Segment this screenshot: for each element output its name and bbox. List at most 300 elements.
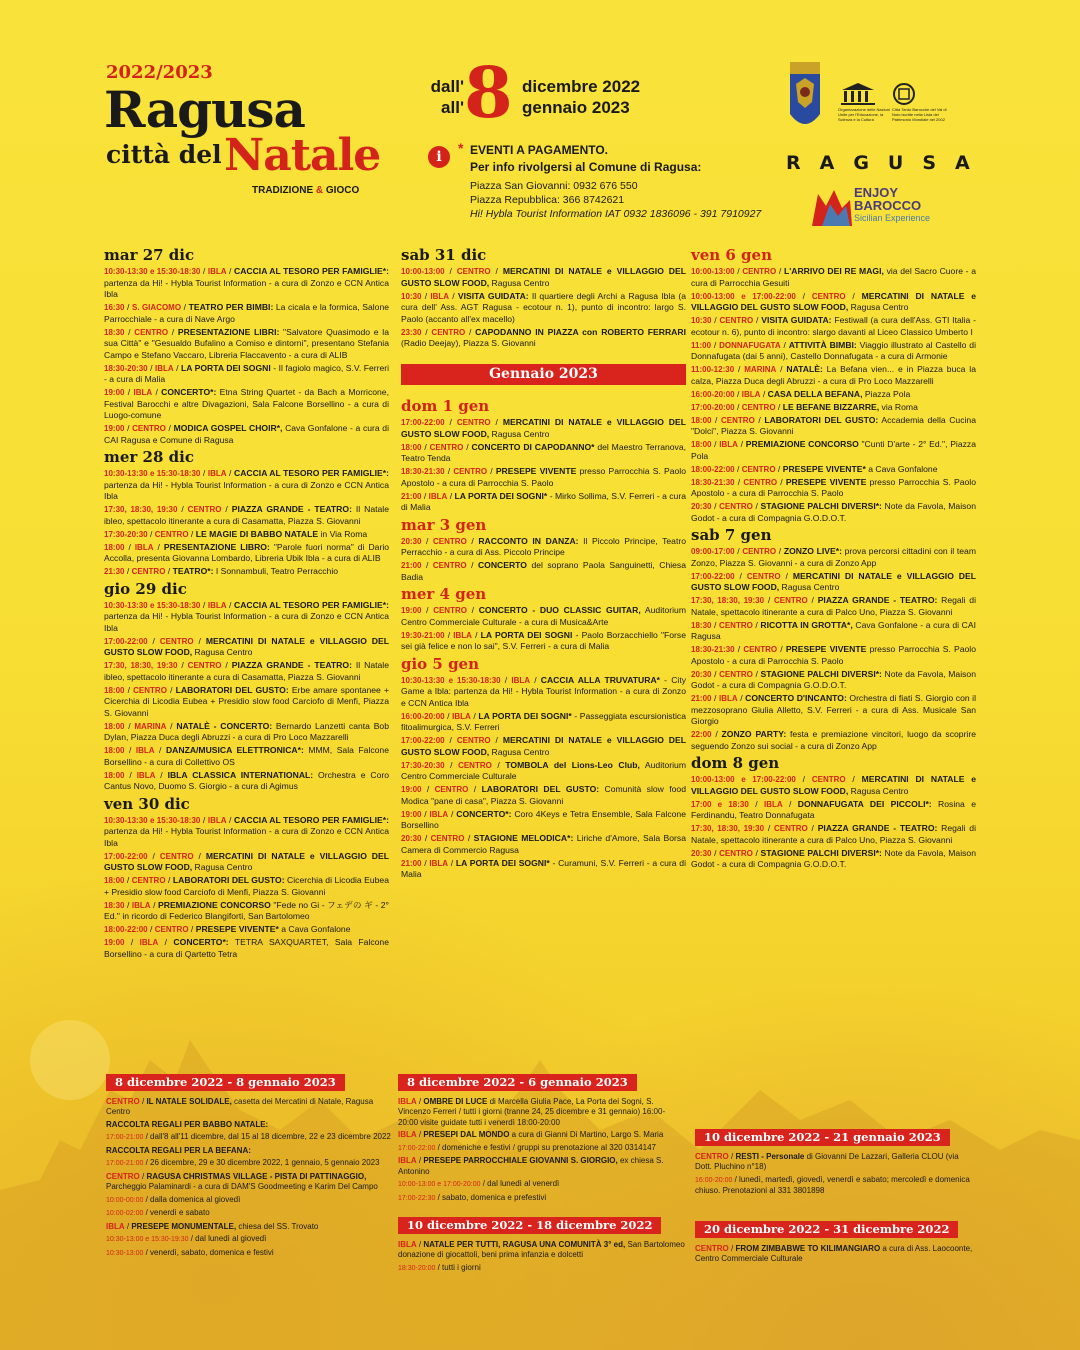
event-item: 16:00-20:00 / IBLA / LA PORTA DEI SOGNI* - Passeggiata escursionistica fitoalimurgica, S.V. Ferreri [401, 710, 686, 732]
line-details: / venerdì e sabato [143, 1208, 210, 1217]
day-heading: dom 1 gen [401, 397, 490, 415]
event-place: CENTRO [434, 785, 469, 794]
event-time: 22:00 [691, 730, 712, 739]
event-details: Auditorium Centro Commerciale Culturale [401, 759, 686, 781]
event-item: 17:00-22:00 / CENTRO / MERCATINI DI NATALE e VILLAGGIO DEL GUSTO SLOW FOOD, Ragusa Centro [104, 850, 389, 872]
event-item: 19:00 / CENTRO / CONCERTO - DUO CLASSIC GUITAR, Auditorium Centro Commerciale Culturale - a cura di Musica&Arte [401, 605, 686, 627]
line-time: 10:00-02:00 [106, 1210, 144, 1217]
period-line: CENTRO / RAGUSA CHRISTMAS VILLAGE - PISTA DI PATTINAGGIO, Parcheggio Palaminardi - a cura di DAM'S Goodmeeting e Karim Del Campo [106, 1171, 378, 1191]
event-item: 18:00 / CENTRO / LABORATORI DEL GUSTO: Erbe amare spontanee + Cicerchia di Licodia Eubea + Presidio slow food Carciofo di Menfi, Piazza S. Giovanni [104, 684, 389, 718]
event-details: - City Game a Ibla: partenza da Hi! - Hybla Tourist Information - a cura di Zonzo e CCN Antica Ibla [401, 674, 687, 708]
event-name: PRESENTAZIONE LIBRI: [177, 326, 280, 337]
event-name: ATTIVITÀ BIMBI: [788, 339, 857, 350]
event-time: 18:30 [104, 327, 125, 337]
event-place: CENTRO [719, 316, 754, 325]
event-item: 19:00 / CENTRO / MODICA GOSPEL CHOIR*, Cava Gonfalone - a cura di CAI Ragusa e Comune di Ragusa [104, 423, 389, 445]
line-time: 17:00-21:00 [106, 1160, 144, 1167]
event-name: LE BEFANE BIZZARRE, [782, 401, 880, 412]
event-place: IBLA [741, 389, 761, 399]
event-time: 17:00-22:00 [104, 851, 148, 861]
unesco-logo: Organizzazione delle Nazioni Unite per l'Educazione, la Scienza e la Cultura [838, 82, 890, 138]
event-details: Il Piccolo Principe, Teatro Perracchio - a cura di Ass. Piccolo Principe [401, 535, 686, 557]
event-place: DONNAFUGATA [719, 340, 781, 350]
event-place: CENTRO [773, 824, 808, 833]
event-item: 19:30-21:00 / IBLA / LA PORTA DEI SOGNI - Paolo Borzacchiello "Forse sei già felice e non lo sai", S.V. Ferreri - a cura di Malia [401, 629, 686, 651]
event-name: PREMIAZIONE CONCORSO [745, 439, 859, 449]
event-details: partenza da Hi! - Hybla Tourist Information - a cura di Zonzo e CCN Antica Ibla [104, 277, 389, 299]
event-place: CENTRO [154, 529, 189, 539]
date-months: dicembre 2022 gennaio 2023 [522, 77, 641, 117]
line-details: casetta dei Mercatini di Natale, Ragusa Centro [106, 1096, 374, 1116]
day-heading: dom 8 gen [691, 754, 780, 772]
event-place: IBLA [452, 711, 471, 721]
event-item: 10:30-13:30 e 15:30-18:30 / IBLA / CACCIA AL TESORO PER FAMIGLIE*: partenza da Hi! - Hybla Tourist Information - a cura di Zonzo e CCN Antica Ibla [104, 266, 389, 299]
event-details: Ragusa Centro [848, 302, 909, 312]
info-asterisk: * [458, 140, 464, 156]
event-time: 19:30-21:00 [401, 630, 445, 640]
event-name: ZONZO LIVE*: [783, 546, 842, 556]
event-place: IBLA [430, 291, 450, 301]
period-line [106, 1146, 391, 1157]
day-heading: mar 3 gen [401, 515, 487, 534]
line-details: / venerdì, sabato, domenica e festivi [143, 1247, 274, 1257]
period-line [398, 1193, 685, 1205]
event-place: CENTRO [433, 536, 467, 546]
event-name: LA PORTA DEI SOGNI [181, 362, 271, 373]
event-details: Ragusa Centro [848, 785, 909, 796]
event-details: Ragusa Centro [192, 647, 253, 657]
event-place: CENTRO [431, 327, 466, 337]
event-name: PRESEPE VIVENTE [495, 466, 577, 476]
event-item: 10:30-13:30 e 15:30-18:30 / IBLA / CACCIA ALLA TRUVATURA* - City Game a Ibla: partenza da Hi! - Hybla Tourist Information - a cura di Zonzo e CCN Antica Ibla [401, 674, 687, 708]
line-name: IL NATALE SOLIDALE, [146, 1096, 232, 1106]
event-time: 17:00-22:00 [401, 736, 445, 745]
enjoy-barocco-tagline: Sicilian Experience [854, 213, 931, 223]
event-item: 18:00 / IBLA / DANZA/MUSICA ELETTRONICA*: MMM, Sala Falcone Borsellino - a cura di Collettivo OS [104, 745, 389, 767]
event-item: 23:30 / CENTRO / CAPODANNO IN PIAZZA con ROBERTO FERRARI (Radio Deejay), Piazza S. Giovanni [401, 326, 686, 348]
event-item: 17:30-20:30 / CENTRO / LE MAGIE DI BABBO NATALE in Via Roma [104, 528, 368, 539]
event-name: VISITA GUIDATA: [761, 315, 832, 325]
event-time: 18:00-22:00 [104, 925, 148, 934]
event-details: "Salvatore Quasimodo e la sua Città" e "Gesualdo Bufalino a Comiso e dintorni", presentano Stefania Campo e Stefano Vaccaro, Libreria Flaccavento - a cura di ALIB [104, 326, 389, 360]
line-name: NATALE PER TUTTI, RAGUSA UNA COMUNITÀ 3° ed, [423, 1239, 626, 1249]
event-name: MERCATINI DI NATALE e VILLAGGIO DEL GUSTO SLOW FOOD, [691, 570, 976, 592]
event-time: 20:30 [401, 834, 422, 843]
event-name: PRESEPE VIVENTE [785, 644, 867, 654]
event-details: La Befana vien... e in Piazza buca la calza, Piazza Duca degli Abruzzi - a cura di Pro Loco Mazzarelli [691, 364, 976, 386]
event-details: Regali di Natale, spettacolo itinerante a cura di Palco Uno, Piazza S. Giovanni [691, 595, 976, 617]
event-item: 17:00-20:00 / CENTRO / LE BEFANE BIZZARRE, via Roma [691, 401, 918, 412]
event-place: CENTRO [456, 267, 491, 276]
event-time: 18:00 [104, 876, 125, 885]
line-place: IBLA [398, 1239, 417, 1249]
line-details: chiesa del SS. Trovato [236, 1221, 319, 1231]
event-item: 20:30 / CENTRO / STAGIONE PALCHI DIVERSI*: Note da Favola, Maison Godot - a cura di Compagnia G.O.D.O.T. [691, 501, 976, 523]
period-line [695, 1175, 975, 1197]
event-name: PREMIAZIONE CONCORSO [158, 899, 271, 910]
line-place: IBLA [398, 1130, 417, 1139]
event-place: CENTRO [453, 467, 488, 476]
line-time: 16:00-20:00 [695, 1176, 733, 1184]
event-name: PRESEPE VIVENTE [785, 476, 867, 487]
line-place: CENTRO [106, 1096, 140, 1106]
event-name: DONNAFUGATA DEI PICCOLI*: [797, 798, 932, 809]
event-name: CONCERTO*: [456, 808, 512, 819]
event-place: CENTRO [719, 669, 753, 679]
event-details: partenza da Hi! - Hybla Tourist Information - a cura di Zonzo e CCN Antica Ibla [104, 826, 389, 848]
event-place: CENTRO [159, 851, 194, 861]
event-item: 18:00 / MARINA / NATALÈ - CONCERTO: Bernardo Lanzetti canta Bob Dylan, Piazza Duca degli Abruzzi - a cura di Pro Loco Mazzarelli [104, 720, 389, 742]
day-heading: mer 4 gen [401, 585, 487, 603]
event-name: STAGIONE PALCHI DIVERSI*: [760, 501, 882, 511]
event-place: IBLA [133, 388, 153, 397]
event-time: 11:00-12:30 [691, 365, 735, 374]
event-name: MERCATINI DI NATALE e VILLAGGIO DEL GUSTO SLOW FOOD, [401, 735, 686, 757]
event-item: 18:30-21:30 / CENTRO / PRESEPE VIVENTE presso Parrocchia S. Paolo Apostolo - a cura di Parrocchia S. Paolo [691, 476, 976, 498]
event-item: 11:00-12:30 / MARINA / NATALÈ: La Befana vien... e in Piazza buca la calza, Piazza Duca degli Abruzzi - a cura di Pro Loco Mazzarelli [691, 364, 976, 386]
event-name: CONCERTO*: [161, 387, 217, 397]
event-details: Il Natale ibleo, spettacolo itinerante a cura di Casamatta, Piazza S. Giovanni [104, 660, 389, 682]
line-name: PRESEPE MONUMENTALE, [131, 1221, 237, 1231]
event-name: VISITA GUIDATA: [457, 290, 529, 301]
event-time: 10:30-13:30 e 15:30-18:30 [104, 600, 201, 610]
event-place: CENTRO [432, 561, 467, 570]
event-details: presso Parrocchia S. Paolo Apostolo - a cura di Parrocchia S. Paolo [401, 466, 686, 488]
event-details: prova percorsi cittadini con il team Zonzo, Piazza S. Giovanni - a cura di Zonzo App [691, 546, 976, 568]
event-name: MERCATINI DI NATALE e VILLAGGIO DEL GUSTO SLOW FOOD, [401, 417, 686, 439]
event-name: CACCIA AL TESORO PER FAMIGLIE*: [233, 814, 389, 825]
event-place: IBLA [136, 770, 156, 780]
enjoy-barocco-text: ENJOY BAROCCO [854, 185, 922, 213]
line-details: / sabato, domenica e prefestivi [435, 1192, 547, 1202]
line-details: di Giovanni De Lazzari, Galleria CLOU (via Dott. Pluchino n°18) [695, 1151, 959, 1171]
event-name: MERCATINI DI NATALE e VILLAGGIO DEL GUSTO SLOW FOOD, [401, 266, 686, 288]
event-name: IBLA CLASSICA INTERNATIONAL: [167, 769, 314, 780]
period-line: IBLA / PRESEPE PARROCCHIALE GIOVANNI S. GIORGIO, ex chiesa S. Antonino [398, 1156, 664, 1176]
event-details: partenza da Hi! - Hybla Tourist Information - a cura di Zonzo e CCN Antica Ibla [104, 611, 389, 633]
event-time: 19:00 [401, 809, 422, 819]
event-time: 17:00 e 18:30 [691, 799, 749, 809]
event-details: - Paolo Borzacchiello "Forse sei già felice e non lo sai", S.V. Ferreri - a cura di Malia [401, 629, 686, 651]
event-place: CENTRO [719, 848, 753, 858]
event-place: IBLA [453, 630, 472, 640]
event-name: CONCERTO*: [173, 937, 229, 947]
info-contacts: Piazza San Giovanni: 0932 676 550 Piazza Repubblica: 366 8742621 Hi! Hybla Tourist Information IAT 0932 1836096 - 391 7910927 [470, 180, 762, 220]
line-details: / domeniche e festivi / gruppi su prenotazione al 320 0314147 [435, 1142, 656, 1152]
period-box-5 [695, 1221, 975, 1267]
event-time: 17:30, 18:30, 19:30 [691, 824, 765, 833]
event-item: 18:30-21:30 / CENTRO / PRESEPE VIVENTE presso Parrocchia S. Paolo Apostolo - a cura di Parrocchia S. Paolo [691, 644, 976, 666]
period-box-1 [106, 1074, 391, 1261]
event-time: 19:00 [104, 424, 125, 433]
event-name: CACCIA ALLA TRUVATURA* [540, 674, 661, 685]
event-time: 17:30, 18:30, 19:30 [691, 596, 765, 605]
event-item: 18:00-22:00 / CENTRO / PRESEPE VIVENTE* a Cava Gonfalone [691, 463, 938, 474]
event-time: 17:30-20:30 [104, 529, 148, 539]
event-name: RICOTTA IN GROTTA*, [760, 619, 853, 630]
event-item: 10:30 / CENTRO / VISITA GUIDATA: Festiwall (a cura dell'Ass. GTI Italia - ecotour n. 6), punto di incontro: slargo davanti al Liceo Classico Umberto I [691, 315, 976, 337]
event-item: 19:00 / CENTRO / LABORATORI DEL GUSTO: Comunità slow food Modica "pane di casa", Piazza S. Giovanni [401, 784, 686, 806]
event-item: 20:30 / CENTRO / STAGIONE PALCHI DIVERSI*: Note da Favola, Maison Godot - a cura di Compagnia G.O.D.O.T. [691, 668, 976, 690]
event-time: 20:30 [401, 536, 422, 546]
header-tagline: TRADIZIONE & GIOCO [252, 185, 360, 196]
line-details: / tutti i giorni [435, 1262, 481, 1272]
event-place: CENTRO [134, 327, 169, 337]
event-details: Note da Favola, Maison Godot - a cura di Compagnia G.O.D.O.T. [691, 847, 976, 869]
event-time: 18:00 [104, 770, 125, 780]
event-time: 17:30, 18:30, 19:30 [104, 661, 178, 670]
world-heritage-logo: Città Tardo Barocche del Val di Noto iscritte nella Lista del Patrimonio Mondiale nel 2002 [892, 82, 954, 138]
event-item: 11:00 / DONNAFUGATA / ATTIVITÀ BIMBI: Viaggio illustrato al Castello di Donnafugata (dai 5 anni), Castello Donnafugata - a cura di Armonie [691, 339, 976, 361]
event-place: IBLA [207, 469, 227, 478]
event-details: del soprano Paola Sanguinetti, Chiesa Badia [401, 560, 686, 582]
line-details: / dall'8 all'11 dicembre, dal 15 al 18 dicembre, 22 e 23 dicembre 2022 [143, 1132, 391, 1141]
event-place: IBLA [718, 694, 738, 703]
event-time: 21:00 [401, 858, 422, 868]
event-place: CENTRO [811, 291, 846, 301]
event-place: CENTRO [131, 567, 166, 576]
line-name: RACCOLTA REGALI PER LA BEFANA: [106, 1145, 251, 1155]
event-time: 10:30 [401, 291, 422, 301]
event-name: PIAZZA GRANDE - TEATRO: [231, 660, 352, 670]
event-details: Il Natale ibleo, spettacolo itinerante a cura di Casamatta, Piazza S. Giovanni [104, 504, 389, 526]
event-time: 18:00 [691, 440, 712, 449]
event-name: CONCERTO - DUO CLASSIC GUITAR, [478, 605, 641, 615]
period-line [106, 1234, 391, 1246]
event-time: 18:00-22:00 [691, 464, 735, 474]
line-time: 10:00-00:00 [106, 1196, 144, 1204]
event-details: Orchestra di fiati S. Giorgio con il mezzosoprano Giulia Alletto, S.V. Ferreri - a cura di Ass. Musicale San Giorgio [691, 693, 976, 726]
event-time: 21:30 [104, 567, 125, 576]
event-time: 18:00 [104, 746, 125, 755]
event-name: PIAZZA GRANDE - TEATRO: [231, 504, 352, 514]
event-place: CENTRO [187, 505, 222, 514]
event-details: - Mirko Sollima, S.V. Ferreri - a cura di Malia [401, 490, 686, 512]
line-name: OMBRE DI LUCE [423, 1096, 488, 1106]
event-item: 18:00 / CENTRO / LABORATORI DEL GUSTO: Accademia della Cucina "Dolci", Piazza S. Giovanni [691, 414, 976, 436]
event-place: IBLA [763, 799, 783, 809]
event-details: "Parole fuori norma" di Dario Accolla, presenta Giovanna Lombardo, Libreria Ubik Ibla - a cura di ALIB [104, 541, 390, 563]
event-details: presso Parrocchia S. Paolo Apostolo - a cura di Parrocchia S. Paolo [691, 476, 976, 498]
period-box-2 [398, 1074, 685, 1206]
event-place: CENTRO [159, 636, 194, 646]
event-time: 10:30-13:30 e 15:30-18:30 [104, 815, 201, 825]
event-details: - Il fagiolo magico, S.V. Ferreri - a cura di Malia [104, 362, 390, 384]
event-name: STAGIONE PALCHI DIVERSI*: [760, 847, 882, 858]
event-time: 18:00 [104, 542, 125, 552]
line-details: a cura di Gianni Di Martino, Largo S. Maria [509, 1130, 664, 1139]
day-heading: sab 31 dic [401, 246, 487, 264]
event-item: 18:30-21:30 / CENTRO / PRESEPE VIVENTE presso Parrocchia S. Paolo Apostolo - a cura di Parrocchia S. Paolo [401, 466, 686, 488]
event-time: 17:30-20:30 [401, 760, 445, 770]
period-line [398, 1143, 685, 1155]
event-item: 18:00 / CENTRO / CONCERTO DI CAPODANNO* del Maestro Terranova, Teatro Tenda [401, 441, 687, 463]
event-item: 20:30 / CENTRO / STAGIONE MELODICA*: Liriche d'Amore, Sala Borsa Camera di Commercio Ragusa [401, 833, 686, 855]
event-name: NATALÈ: [786, 364, 823, 374]
event-time: 20:30 [691, 669, 712, 679]
event-name: MERCATINI DI NATALE e VILLAGGIO DEL GUSTO SLOW FOOD, [691, 290, 976, 312]
line-time: 17:00-21:00 [106, 1134, 144, 1141]
period-line [106, 1195, 391, 1207]
event-item: 18:30-20:30 / IBLA / LA PORTA DEI SOGNI - Il fagiolo magico, S.V. Ferreri - a cura di Malia [104, 362, 390, 384]
period-line: CENTRO / RESTI - Personale di Giovanni De Lazzari, Galleria CLOU (via Dott. Pluchino n°18) [695, 1151, 959, 1171]
event-time: 17:00-22:00 [691, 571, 735, 581]
event-item: 18:00 / IBLA / PREMIAZIONE CONCORSO "Cunti D'arte - 2° Ed.", Piazza Pola [691, 439, 976, 461]
event-item: 18:00 / IBLA / PRESENTAZIONE LIBRO: "Parole fuori norma" di Dario Accolla, presenta Giovanna Lombardo, Libreria Ubik Ibla - a cura di ALIB [104, 541, 390, 563]
event-details: Auditorium Centro Commerciale Culturale - a cura di Musica&Arte [401, 605, 686, 627]
event-name: LABORATORI DEL GUSTO: [481, 784, 600, 794]
line-time: 18:30-20:00 [398, 1264, 436, 1272]
event-place: IBLA [511, 675, 531, 685]
event-item: 17:30, 18:30, 19:30 / CENTRO / PIAZZA GRANDE - TEATRO: Regali di Natale, spettacolo itinerante a cura di Palco Uno, Piazza S. Giovanni [691, 595, 976, 617]
event-details: I Sonnambuli, Teatro Perracchio [213, 566, 339, 576]
event-item: 19:00 / IBLA / CONCERTO*: Coro 4Keys e Tetra Ensemble, Sala Falcone Borsellino [401, 808, 686, 830]
event-place: CENTRO [743, 477, 778, 487]
event-name: CONCERTO [477, 560, 527, 570]
event-name: L'ARRIVO DEI RE MAGI, [783, 266, 884, 276]
event-name: TOMBOLA del Lions-Leo Club, [505, 759, 640, 770]
event-name: STAGIONE PALCHI DIVERSI*: [760, 668, 882, 679]
event-name: CACCIA AL TESORO PER FAMIGLIE*: [233, 599, 389, 610]
day-heading: ven 6 gen [691, 246, 772, 264]
event-time: 10:30-13:30 e 15:30-18:30 [104, 469, 201, 478]
line-name: PRESEPE PARROCCHIALE GIOVANNI S. GIORGIO, [423, 1156, 618, 1165]
period-line [106, 1120, 391, 1131]
ragusa-wordmark: RAGUSA [786, 152, 989, 174]
event-item: 10:30 / IBLA / VISITA GUIDATA: Il quartiere degli Archi a Ragusa Ibla (a cura dell' Ass. AGT Ragusa - ecotour n. 1), punto di incontro: largo S. Paolo (accanto all'ex macello) [401, 290, 686, 324]
event-name: PRESEPE VIVENTE* [195, 924, 279, 934]
event-time: 10:00-13:00 [401, 267, 445, 276]
event-place: CENTRO [811, 775, 846, 784]
event-time: 19:00 [104, 938, 125, 947]
event-details: Festiwall (a cura dell'Ass. GTI Italia - ecotour n. 6), punto di incontro: slargo davanti al Liceo Classico Umberto I [691, 315, 976, 337]
event-name: CASA DELLA BEFANA, [767, 388, 863, 399]
event-place: IBLA [139, 938, 159, 947]
event-time: 18:00 [104, 685, 125, 695]
event-details: Il quartiere degli Archi a Ragusa Ibla (a cura dell' Ass. AGT Ragusa - ecotour n. 1), punto di incontro: largo S. Paolo (accanto all'ex macello) [401, 290, 686, 324]
event-name: CONCERTO D'INCANTO: [745, 693, 847, 703]
event-details: via del Sacro Cuore - a cura di Parrocchia Gesuiti [691, 266, 977, 288]
header-subtitle: città del [106, 140, 222, 169]
event-time: 10:00-13:00 e 17:00-22:00 [691, 775, 796, 784]
event-time: 16:00-20:00 [401, 711, 445, 721]
event-name: MERCATINI DI NATALE e VILLAGGIO DEL GUSTO SLOW FOOD, [104, 635, 389, 657]
event-item: 21:00 / CENTRO / CONCERTO del soprano Paola Sanguinetti, Chiesa Badia [401, 560, 686, 582]
line-time: 17:00-22:00 [398, 1144, 436, 1152]
event-item: 17:00 e 18:30 / IBLA / DONNAFUGATA DEI PICCOLI*: Rosina e Ferdinandu, Teatro Donnafugata [691, 798, 976, 820]
event-place: IBLA [154, 363, 174, 373]
event-time: 11:00 [691, 340, 712, 350]
event-name: MERCATINI DI NATALE e VILLAGGIO DEL GUSTO SLOW FOOD, [104, 850, 389, 872]
day-heading: sab 7 gen [691, 526, 772, 544]
info-heading: EVENTI A PAGAMENTO. Per info rivolgersi al Comune di Ragusa: [470, 143, 702, 174]
event-details: MMM, Sala Falcone Borsellino - a cura di Collettivo OS [104, 745, 389, 767]
event-name: DANZA/MUSICA ELETTRONICA*: [165, 745, 304, 755]
event-time: 16:30 [104, 303, 125, 312]
line-time: 10:00-13:00 e 17:00-20:00 [398, 1181, 481, 1188]
event-details: Accademia della Cucina "Dolci", Piazza S. Giovanni [691, 414, 976, 436]
line-details: San Bartolomeo donazione di giocattoli, beni prima infanzia e dolcetti [398, 1239, 685, 1259]
event-time: 19:00 [401, 785, 422, 794]
event-name: PIAZZA GRANDE - TEATRO: [817, 595, 938, 605]
period-line: IBLA / PRESEPE MONUMENTALE, chiesa del SS. Trovato [106, 1221, 319, 1231]
event-details: Ragusa Centro [489, 277, 550, 288]
event-time: 21:00 [691, 694, 712, 703]
date-prefixes: dall' all' [430, 77, 464, 117]
header-natale: Natale [224, 130, 381, 181]
event-item: 20:30 / CENTRO / STAGIONE PALCHI DIVERSI*: Note da Favola, Maison Godot - a cura di Compagnia G.O.D.O.T. [691, 847, 976, 869]
event-time: 18:30 [691, 620, 712, 630]
event-name: LA PORTA DEI SOGNI* [455, 857, 550, 868]
event-place: IBLA [134, 542, 154, 552]
event-time: 10:30-13:30 e 15:30-18:30 [104, 267, 201, 276]
period-line: IBLA / NATALE PER TUTTI, RAGUSA UNA COMUNITÀ 3° ed, San Bartolomeo donazione di giocattoli, beni prima infanzia e dolcetti [398, 1239, 685, 1259]
period-line: IBLA / PRESEPI DAL MONDO a cura di Gianni Di Martino, Largo S. Maria [398, 1130, 664, 1139]
event-details: Erbe amare spontanee + Cicerchia di Licodia Eubea + Presidio slow food Carciofo di Menfi, Piazza S. Giovanni [104, 684, 389, 718]
period-line [106, 1248, 391, 1260]
event-time: 19:00 [401, 606, 422, 615]
event-place: CENTRO [719, 620, 753, 630]
event-details: Comunità slow food Modica "pane di casa", Piazza S. Giovanni [401, 784, 686, 806]
event-name: CACCIA AL TESORO PER FAMIGLIE*: [233, 266, 389, 276]
period-heading: 8 dicembre 2022 - 6 gennaio 2023 [398, 1074, 637, 1091]
period-line: CENTRO / FROM ZIMBABWE TO KILIMANGIARO a cura di Ass. Laocoonte, Centro Commerciale Culturale [695, 1243, 973, 1263]
event-item: 17:30, 18:30, 19:30 / CENTRO / PIAZZA GRANDE - TEATRO: Il Natale ibleo, spettacolo itinerante a cura di Casamatta, Piazza S. Giovanni [104, 660, 389, 682]
event-details: Cava Gonfalone - a cura di CAI Ragusa e Comune di Ragusa [104, 423, 389, 445]
event-place: IBLA [719, 440, 738, 449]
header-year: 2022/2023 [106, 62, 213, 83]
event-name: LA PORTA DEI SOGNI* [478, 710, 572, 721]
event-time: 17:00-22:00 [104, 636, 148, 646]
event-item: 17:30, 18:30, 19:30 / CENTRO / PIAZZA GRANDE - TEATRO: Regali di Natale, spettacolo itinerante a cura di Palco Uno, Piazza S. Giovanni [691, 823, 976, 845]
event-details: a Cava Gonfalone [278, 924, 351, 934]
event-place: CENTRO [187, 661, 222, 670]
day-heading: mer 28 dic [104, 448, 194, 466]
event-time: 18:00 [104, 721, 125, 731]
line-place: CENTRO [695, 1151, 729, 1161]
event-place: CENTRO [773, 596, 808, 605]
event-details: Note da Favola, Maison Godot - a cura di Compagnia G.O.D.O.T. [691, 668, 976, 690]
event-item: 10:30-13:30 e 15:30-18:30 / IBLA / CACCIA AL TESORO PER FAMIGLIE*: partenza da Hi! - Hybla Tourist Information - a cura di Zonzo e CCN Antica Ibla [104, 468, 389, 501]
line-place: IBLA [106, 1221, 125, 1231]
event-item: 10:00-13:00 e 17:00-22:00 / CENTRO / MERCATINI DI NATALE e VILLAGGIO DEL GUSTO SLOW FOOD, Ragusa Centro [691, 774, 976, 796]
event-details: partenza da Hi! - Hybla Tourist Information - a cura di Zonzo e CCN Antica Ibla [104, 479, 389, 501]
event-time: 17:30, 18:30, 19:30 [104, 505, 178, 514]
event-details: Orchestra e Coro Cantus Novo, Duomo S. Giorgio - a cura di Agimus [104, 769, 390, 791]
schedule-column-1 [104, 244, 389, 962]
event-details: Cava Gonfalone - a cura di CAI Ragusa [691, 619, 977, 641]
event-name: RACCONTO IN DANZA: [478, 535, 579, 546]
line-name: RACCOLTA REGALI PER BABBO NATALE: [106, 1119, 269, 1129]
event-name: LABORATORI DEL GUSTO: [172, 875, 285, 885]
line-place: IBLA [398, 1156, 417, 1165]
event-time: 21:00 [401, 561, 422, 570]
event-details: "Fede no Gi - フェデの ギ - 2° Ed." in ricordo di Federico Blangiforti, San Bartolomeo [104, 899, 389, 921]
event-place: CENTRO [154, 925, 189, 934]
event-details: Piazza Pola [862, 388, 911, 399]
event-details: (Radio Deejay), Piazza S. Giovanni [401, 338, 536, 348]
day-heading: mar 27 dic [104, 246, 195, 264]
event-name: LA PORTA DEI SOGNI [480, 629, 573, 640]
event-name: TEATRO PER BIMBI: [188, 302, 274, 312]
event-place: CENTRO [741, 402, 776, 412]
event-time: 17:00-20:00 [691, 402, 735, 412]
event-place: IBLA [135, 746, 155, 755]
period-line [398, 1179, 685, 1191]
period-box-4 [695, 1129, 975, 1199]
event-item: 17:00-22:00 / CENTRO / MERCATINI DI NATALE e VILLAGGIO DEL GUSTO SLOW FOOD, Ragusa Centro [691, 570, 976, 592]
event-item: 10:00-13:00 / CENTRO / L'ARRIVO DEI RE MAGI, via del Sacro Cuore - a cura di Parrocchia Gesuiti [691, 266, 977, 288]
